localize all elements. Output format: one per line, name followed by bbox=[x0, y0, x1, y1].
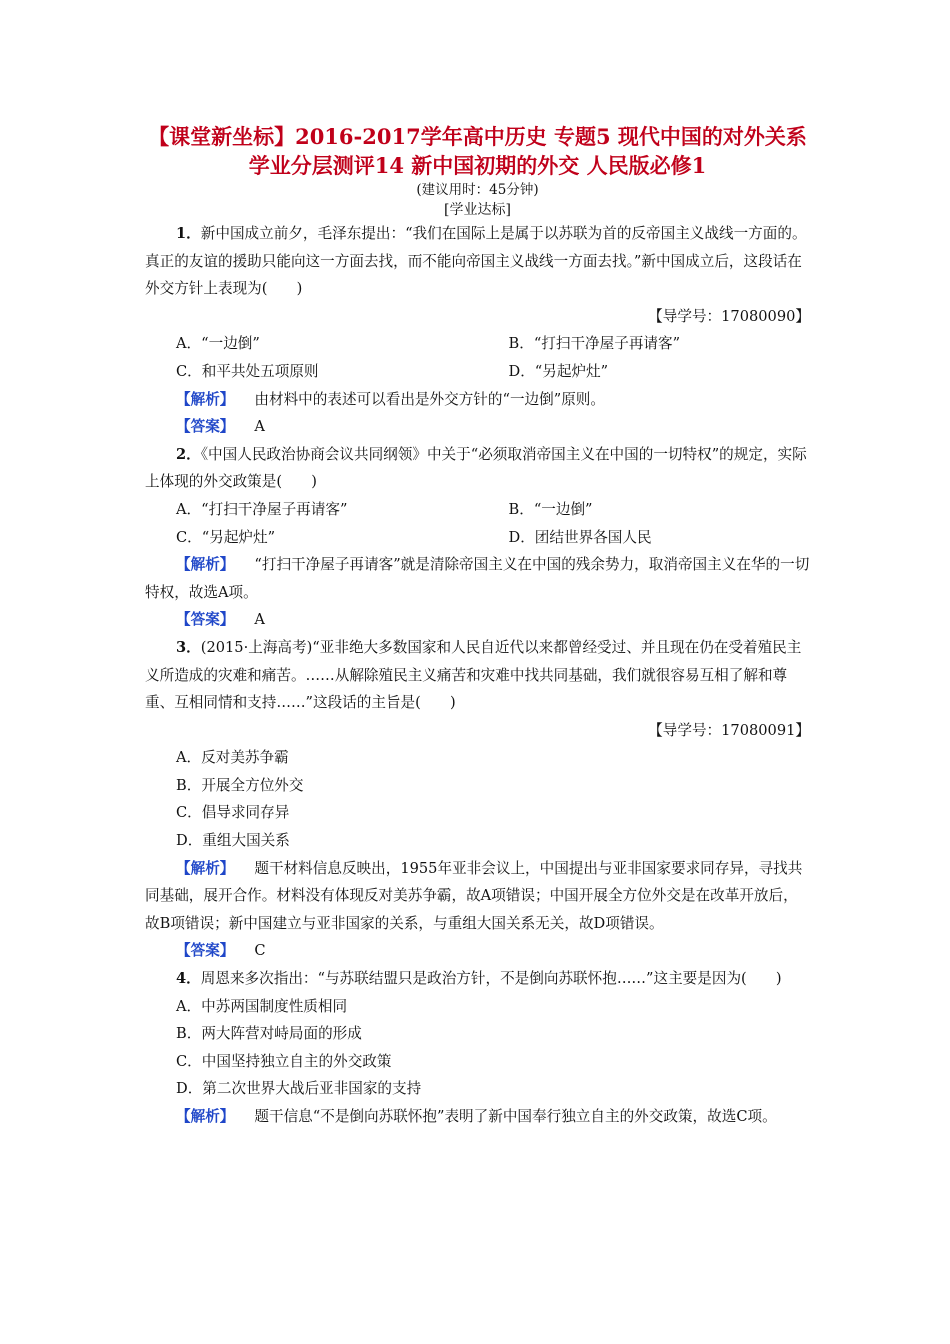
option-b: B．“一边倒” bbox=[508, 500, 593, 518]
option-a: A．“打扫干净屋子再请客” bbox=[176, 500, 348, 518]
option-b: B．两大阵营对峙局面的形成 bbox=[176, 1025, 362, 1043]
question-number: 2． bbox=[176, 445, 201, 463]
question-number: 4． bbox=[176, 970, 201, 988]
option-c: C．中国坚持独立自主的外交政策 bbox=[176, 1052, 392, 1070]
analysis-tag: 【解析】 bbox=[176, 556, 235, 574]
option-d: D．团结世界各国人民 bbox=[508, 528, 652, 546]
analysis-tag: 【解析】 bbox=[176, 859, 235, 877]
option-c: C．“另起炉灶” bbox=[176, 528, 276, 546]
question-4-analysis: 【解析】 题干信息“不是倒向苏联怀抱”表明了新中国奉行独立自主的外交政策，故选C项。 bbox=[176, 1108, 777, 1125]
section-label: [学业达标] bbox=[444, 202, 511, 218]
question-number: 3． bbox=[176, 638, 201, 656]
option-a: A．中苏两国制度性质相同 bbox=[176, 997, 348, 1015]
answer-tag: 【答案】 bbox=[176, 418, 235, 436]
question-2-stem: 2．《中国人民政治协商会议共同纲领》中关于“必须取消帝国主义在中国的一切特权”的规定，实际上体现的外交政策是( ) bbox=[145, 445, 807, 491]
option-b: B．“打扫干净屋子再请客” bbox=[508, 335, 681, 353]
option-d: D．重组大国关系 bbox=[176, 832, 290, 850]
question-2-options-row-2 bbox=[145, 524, 810, 552]
question-1-ref: 【导学号：17080090】 bbox=[648, 307, 810, 325]
question-2-analysis: 【解析】 “打扫干净屋子再请客”就是清除帝国主义在中国的残余势力，取消帝国主义在华的一切特权，故选A项。 bbox=[145, 556, 810, 601]
question-3-analysis: 【解析】 题干材料信息反映出，1955年亚非会议上，中国提出与亚非国家要求同存异，寻找共同基础，展开合作。材料没有体现反对美苏争霸，故A项错误；中国开展全方位外交是在改革开放后，故B项错误；新中国建立与亚非国家的关系，与重组大国关系无关，故D项错误。 bbox=[145, 859, 803, 932]
option-c: C．和平共处五项原则 bbox=[176, 362, 319, 380]
option-d: D．“另起炉灶” bbox=[508, 362, 609, 380]
option-a: A．“一边倒” bbox=[176, 335, 260, 353]
option-c: C．倡导求同存异 bbox=[176, 804, 290, 822]
answer-tag: 【答案】 bbox=[176, 942, 235, 960]
question-2-answer: 【答案】 A bbox=[176, 611, 265, 629]
question-3-answer: 【答案】 C bbox=[176, 942, 266, 960]
analysis-tag: 【解析】 bbox=[176, 390, 235, 408]
option-a: A．反对美苏争霸 bbox=[176, 749, 289, 767]
analysis-tag: 【解析】 bbox=[176, 1108, 235, 1125]
question-1-stem: 1．新中国成立前夕，毛泽东提出：“我们在国际上是属于以苏联为首的反帝国主义战线一方面的。真正的友谊的援助只能向这一方面去找，而不能向帝国主义战线一方面去找。”新中国成立后，这段话在外交方针上表现为( ) bbox=[145, 225, 807, 298]
question-1-answer: 【答案】 A bbox=[176, 418, 265, 436]
question-3-ref: 【导学号：17080091】 bbox=[648, 721, 810, 739]
suggested-time: (建议用时：45分钟) bbox=[416, 182, 539, 198]
question-2-options-row-1 bbox=[145, 496, 810, 524]
question-number: 1． bbox=[176, 225, 201, 242]
question-list bbox=[145, 220, 810, 1131]
document-title: 【课堂新坐标】2016-2017学年高中历史 专题5 现代中国的对外关系 学业分层测评14 新中国初期的外交 人民版必修1 bbox=[148, 124, 807, 178]
question-3-stem: 3．(2015·上海高考)“亚非绝大多数国家和人民自近代以来都曾经受过、并且现在仍在受着殖民主义所造成的灾难和痛苦。……从解除殖民主义痛苦和灾难中找共同基础，我们就很容易互相了解和尊重、互相同情和支持……”这段话的主旨是( ) bbox=[145, 638, 802, 712]
question-1-options-row-2 bbox=[145, 358, 810, 386]
question-1-analysis: 【解析】 由材料中的表述可以看出是外交方针的“一边倒”原则。 bbox=[176, 390, 605, 408]
question-1-options-row-1 bbox=[145, 330, 810, 358]
option-d: D．第二次世界大战后亚非国家的支持 bbox=[176, 1080, 422, 1098]
question-4-stem: 4．周恩来多次指出：“与苏联结盟只是政治方针，不是倒向苏联怀抱……”这主要是因为( ) bbox=[176, 970, 782, 988]
option-b: B．开展全方位外交 bbox=[176, 776, 304, 794]
answer-tag: 【答案】 bbox=[176, 611, 235, 629]
